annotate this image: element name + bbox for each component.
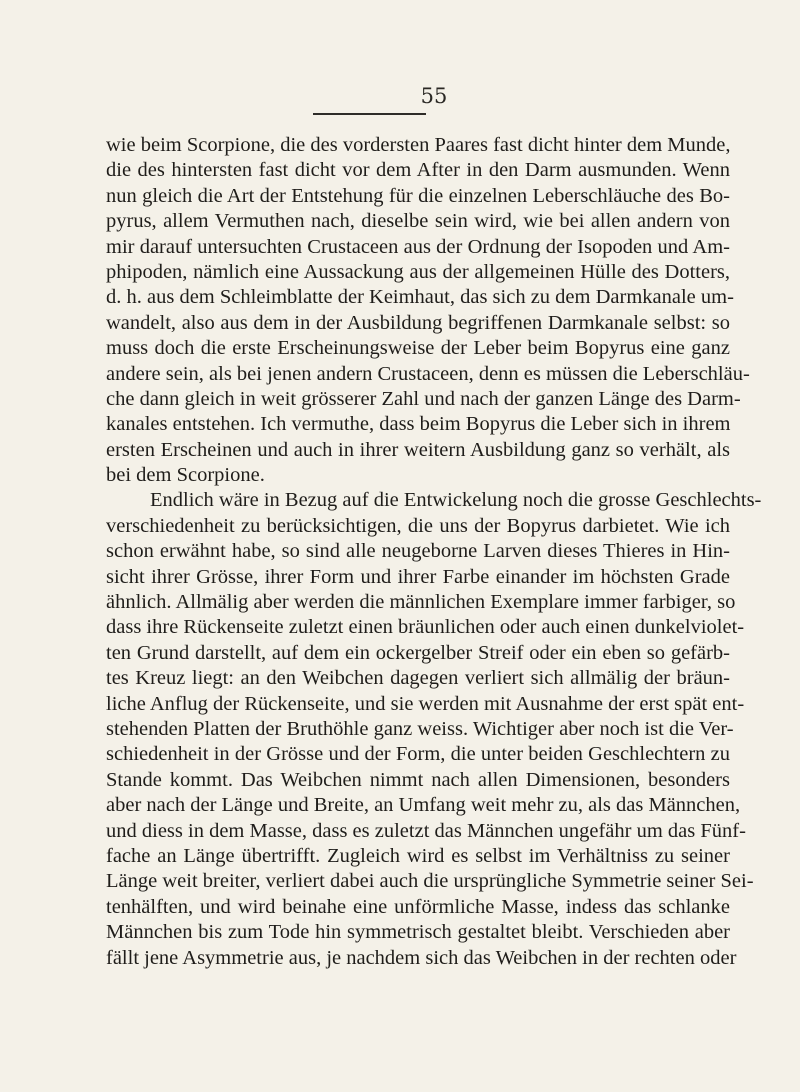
text-line: tes Kreuz liegt: an den Weibchen dagegen verliert sich allmälig der bräun-	[106, 667, 730, 690]
text-line: kanales entstehen. Ich vermuthe, dass beim Bopyrus die Leber sich in ihrem	[106, 413, 731, 436]
text-line: phipoden, nämlich eine Aussackung aus der allgemeinen Hülle des Dotters,	[106, 260, 730, 283]
text-line: verschiedenheit zu berücksichtigen, die uns der Bopyrus darbietet. Wie ich	[106, 514, 730, 537]
text-line: liche Anflug der Rückenseite, und sie werden mit Ausnahme der erst spät ent-	[106, 692, 745, 715]
text-line: tenhälften, und wird beinahe eine unförmliche Masse, indess das schlanke	[106, 895, 730, 918]
header-rule	[313, 113, 426, 115]
text-line: die des hintersten fast dicht vor dem After in den Darm ausmunden. Wenn	[106, 159, 730, 182]
text-line: mir darauf untersuchten Crustaceen aus der Ordnung der Isopoden und Am-	[106, 235, 730, 258]
page-number: 55	[420, 84, 448, 108]
text-line: Endlich wäre in Bezug auf die Entwickelung noch die grosse Geschlechts-	[150, 489, 762, 512]
text-line: Stande kommt. Das Weibchen nimmt nach allen Dimensionen, besonders	[106, 768, 730, 791]
text-line: pyrus, allem Vermuthen nach, dieselbe sein wird, wie bei allen andern von	[106, 210, 730, 233]
text-line: aber nach der Länge und Breite, an Umfang weit mehr zu, als das Männchen,	[106, 794, 741, 817]
text-line: bei dem Scorpione.	[106, 464, 265, 487]
body-text	[106, 133, 762, 971]
text-line: ersten Erscheinen und auch in ihrer weitern Ausbildung ganz so verhält, als	[106, 438, 730, 461]
text-line: ten Grund darstellt, auf dem ein ockergelber Streif oder ein eben so gefärb-	[106, 641, 730, 664]
text-line: sicht ihrer Grösse, ihrer Form und ihrer Farbe einander im höchsten Grade	[106, 565, 730, 588]
text-line: stehenden Platten der Bruthöhle ganz weiss. Wichtiger aber noch ist die Ver-	[106, 717, 734, 740]
text-line: Männchen bis zum Tode hin symmetrisch gestaltet bleibt. Verschieden aber	[106, 921, 730, 944]
text-line: nun gleich die Art der Entstehung für die einzelnen Leberschläuche des Bo-	[106, 184, 730, 207]
text-line: dass ihre Rückenseite zuletzt einen bräunlichen oder auch einen dunkelviolet-	[106, 616, 745, 639]
text-line: schiedenheit in der Grösse und der Form, die unter beiden Geschlechtern zu	[106, 743, 730, 766]
text-line: und diess in dem Masse, dass es zuletzt das Männchen ungefähr um das Fünf-	[106, 819, 746, 842]
text-line: ähnlich. Allmälig aber werden die männlichen Exemplare immer farbiger, so	[106, 591, 736, 614]
paragraph-2	[106, 488, 762, 970]
text-line: andere sein, als bei jenen andern Crustaceen, denn es müssen die Leberschläu-	[106, 362, 750, 385]
text-line: d. h. aus dem Schleimblatte der Keimhaut, das sich zu dem Darmkanale um-	[106, 286, 734, 309]
text-line: che dann gleich in weit grösserer Zahl und nach der ganzen Länge des Darm-	[106, 387, 741, 410]
paragraph-1	[106, 133, 750, 488]
text-line: schon erwähnt habe, so sind alle neugeborne Larven dieses Thieres in Hin-	[106, 540, 730, 563]
text-line: wandelt, also aus dem in der Ausbildung begriffenen Darmkanale selbst: so	[106, 311, 730, 334]
text-line: fache an Länge übertrifft. Zugleich wird es selbst im Verhältniss zu seiner	[106, 844, 730, 867]
text-line: wie beim Scorpione, die des vordersten Paares fast dicht hinter dem Munde,	[106, 134, 731, 156]
text-line: fällt jene Asymmetrie aus, je nachdem sich das Weibchen in der rechten oder	[106, 946, 737, 969]
text-line: muss doch die erste Erscheinungsweise der Leber beim Bopyrus eine ganz	[106, 337, 730, 360]
text-line: Länge weit breiter, verliert dabei auch die ursprüngliche Symmetrie seiner Sei-	[106, 870, 754, 893]
